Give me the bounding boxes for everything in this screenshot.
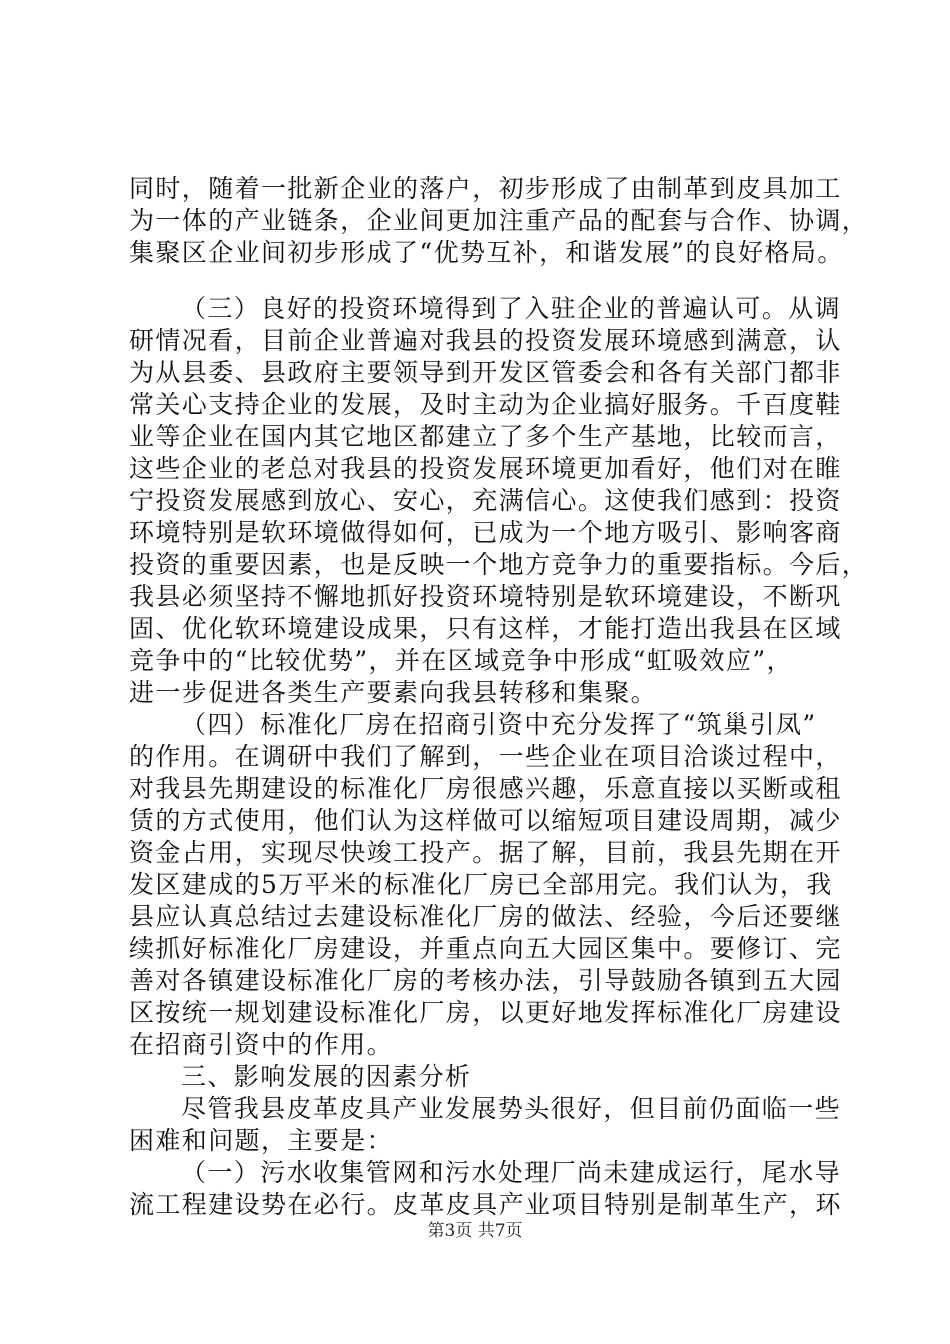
text-line: 续抓好标准化厂房建设，并重点向五大园区集中。要修订、完: [129, 934, 842, 963]
text-line: （四）标准化厂房在招商引资中充分发挥了“筑巢引凤”: [181, 710, 817, 739]
paragraph-section-4: [129, 709, 842, 1061]
paragraph-continuation: [129, 173, 869, 269]
paragraph-problem-1: [129, 1157, 842, 1221]
text-line: 善对各镇建设标准化厂房的考核办法，引导鼓励各镇到五大园: [129, 966, 842, 995]
text-line: 同时，随着一批新企业的落户，初步形成了由制革到皮具加工: [129, 174, 842, 203]
text-line: 县应认真总结过去建设标准化厂房的做法、经验，今后还要继: [129, 902, 842, 931]
text-line: 对我县先期建设的标准化厂房很感兴趣，乐意直接以买断或租: [129, 774, 842, 803]
text-line: 投资的重要因素，也是反映一个地方竞争力的重要指标。今后，: [129, 550, 869, 579]
text-line: 发区建成的5万平米的标准化厂房已全部用完。我们认为，我: [129, 870, 833, 899]
text-line: 在招商引资中的作用。: [129, 1030, 394, 1059]
text-line: 困难和问题，主要是：: [129, 1126, 394, 1155]
text-line: 资金占用，实现尽快竣工投产。据了解，目前，我县先期在开: [129, 838, 842, 867]
heading-line: 三、影响发展的因素分析: [181, 1062, 472, 1091]
text-line: 为从县委、县政府主要领导到开发区管委会和各有关部门都非: [129, 358, 842, 387]
text-line: 研情况看，目前企业普遍对我县的投资发展环境感到满意，认: [129, 326, 842, 355]
text-line: 业等企业在国内其它地区都建立了多个生产基地，比较而言，: [129, 422, 842, 451]
text-line: 尽管我县皮革皮具产业发展势头很好，但目前仍面临一些: [181, 1094, 842, 1123]
text-line: 这些企业的老总对我县的投资发展环境更加看好，他们对在睢: [129, 454, 842, 483]
text-line: 宁投资发展感到放心、安心，充满信心。这使我们感到：投资: [129, 486, 842, 515]
text-line: 集聚区企业间初步形成了“优势互补，和谐发展”的良好格局。: [129, 238, 844, 267]
text-line: 区按统一规划建设标准化厂房，以更好地发挥标准化厂房建设: [129, 998, 842, 1027]
paragraph-section-3: [129, 293, 869, 709]
text-line: 常关心支持企业的发展，及时主动为企业搞好服务。千百度鞋: [129, 390, 842, 419]
text-line: 进一步促进各类生产要素向我县转移和集聚。: [129, 678, 658, 707]
text-line: 我县必须坚持不懈地抓好投资环境特别是软环境建设，不断巩: [129, 582, 842, 611]
text-line: 环境特别是软环境做得如何，已成为一个地方吸引、影响客商: [129, 518, 842, 547]
text-line: 赁的方式使用，他们认为这样做可以缩短项目建设周期，减少: [129, 806, 842, 835]
document-body: [129, 173, 869, 1221]
text-line: （一）污水收集管网和污水处理厂尚未建成运行，尾水导: [181, 1158, 842, 1187]
text-line: （三）良好的投资环境得到了入驻企业的普遍认可。从调: [181, 294, 842, 323]
text-line: 为一体的产业链条，企业间更加注重产品的配套与合作、协调，: [129, 206, 869, 235]
paragraph-intro-problems: [129, 1093, 842, 1157]
text-line: 流工程建设势在必行。皮革皮具产业项目特别是制革生产，环: [129, 1190, 842, 1219]
text-line: 固、优化软环境建设成果，只有这样，才能打造出我县在区域: [129, 614, 842, 643]
text-line: 竞争中的“比较优势”，并在区域竞争中形成“虹吸效应”，: [129, 646, 793, 675]
section-heading: [129, 1061, 839, 1093]
text-line: 的作用。在调研中我们了解到，一些企业在项目洽谈过程中，: [129, 742, 842, 771]
page-footer: 第3页 共7页: [427, 1221, 523, 1241]
